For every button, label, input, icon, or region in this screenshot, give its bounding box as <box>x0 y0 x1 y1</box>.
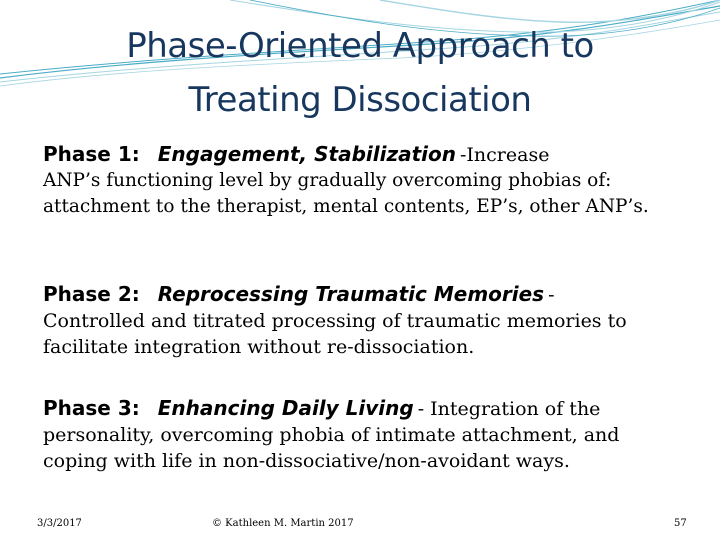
phase-1-title: Engagement, Stabilization <box>157 142 456 166</box>
phase-3-body-text: personality, overcoming phobia of intimate attachment, and coping with life in non-dissociative/non-avoidant ways. <box>43 424 620 472</box>
phase-2-lead-text: - <box>548 284 555 306</box>
footer-page-number: 57 <box>674 518 687 529</box>
phase-1-lead-text: -Increase <box>459 144 550 166</box>
slide-title-line-2: Treating Dissociation <box>188 80 532 120</box>
phase-1-body-text: ANP’s functioning level by gradually overcoming phobias of: attachment to the therapist, mental contents, EP’s, other ANP’s. <box>43 170 649 217</box>
phase-3-title: Enhancing Daily Living <box>157 396 414 420</box>
phase-2-body-text: Controlled and titrated processing of traumatic memories to facilitate integration without re-dissociation. <box>43 310 627 358</box>
phase-1-block <box>43 142 683 220</box>
footer-date: 3/3/2017 <box>37 518 82 529</box>
phase-3-label: Phase 3: <box>43 396 140 420</box>
phase-1-label: Phase 1: <box>43 142 140 166</box>
phase-2-block <box>43 282 683 360</box>
phase-2-label: Phase 2: <box>43 282 140 306</box>
phase-3-block <box>43 396 683 474</box>
phase-2-title: Reprocessing Traumatic Memories <box>157 282 545 306</box>
phase-3-lead-text: - Integration of the <box>417 398 601 420</box>
slide-title-line-1: Phase-Oriented Approach to <box>126 26 594 66</box>
footer-copyright: © Kathleen M. Martin 2017 <box>212 518 354 529</box>
